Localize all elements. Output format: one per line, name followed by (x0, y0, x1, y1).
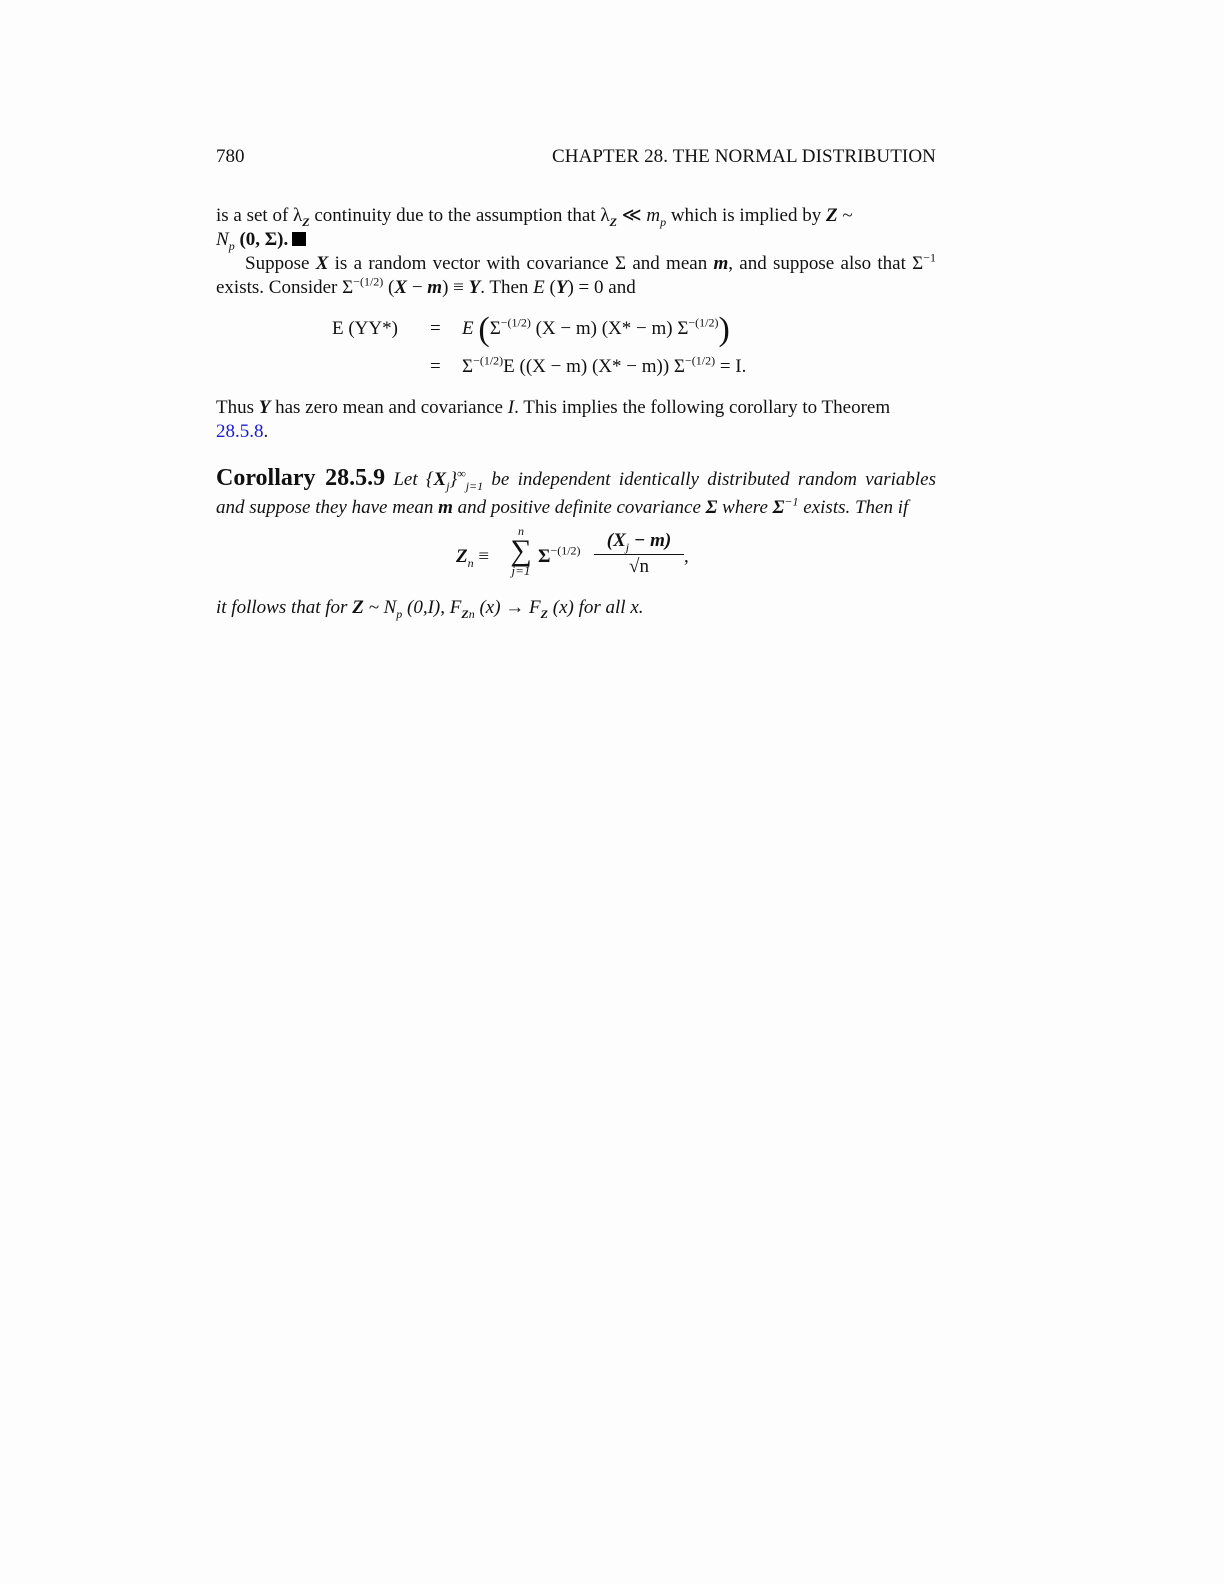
fraction: $\frac{(X_j - m)}{√n}$ (594, 530, 684, 578)
corollary-statement: Corollary 28.5.9 Let $\{X_j\}^\infty_{j=1}$ be independent identically distributed random variables and suppose they have mean m and positive definite covariance Σ where $\Sigma^{-1}$ exists. Then if (216, 465, 936, 518)
paragraph-continuity: is a set of $\lambda_Z$ continuity due to the assumption that $\lambda_Z$ ≪ $m_p$ which is implied by Z ~ $N_p$ (0, Σ). (216, 205, 853, 253)
paragraph-thus: Thus Y has zero mean and covariance I. This implies the following corollary to Theorem 28.5.8. (216, 397, 891, 442)
equation-rhs-1: E ($\Sigma^{-(1/2)}$ (X − m) (X* − m) $\Sigma^{-(1/2)}$) (462, 311, 730, 348)
equation-equals-2: = (430, 356, 441, 377)
equation-rhs-2: $\Sigma^{-(1/2)}E$ ((X − m) (X* − m)) $\Sigma^{-(1/2)} = I$. (462, 353, 747, 377)
page-content (216, 146, 936, 620)
corollary-conclusion: it follows that for Z ~ $N_p$ (0,I), $F_{Zn}$ $(x) \to F_Z$ (x) for all x. (216, 597, 644, 621)
covariance-equations (216, 312, 936, 382)
theorem-link[interactable]: 28.5.8 (216, 421, 264, 442)
corollary-heading: Corollary 28.5.9 (216, 465, 386, 491)
qed-square-icon (292, 232, 306, 246)
page-number: 780 (216, 146, 245, 167)
sum-definition: $Z_n$ ≡ n ∑ j=1 $\Sigma^{-(1/2)}$ $\frac{(X_j - m)}{√n}$ , (456, 524, 689, 578)
equation-equals-1: = (430, 318, 441, 339)
running-header (216, 146, 936, 176)
equation-lhs: E (YY*) (332, 318, 398, 339)
chapter-title: CHAPTER 28. THE NORMAL DISTRIBUTION (551, 146, 936, 167)
summation-symbol: n ∑ j=1 (510, 524, 532, 578)
paragraph-suppose: Suppose X is a random vector with covariance Σ and mean m, and suppose also that $\Sigma^{-1}$ exists. Consider $\Sigma^{-(1/2)}$ (X − m) ≡ Y. Then E (Y) = 0 and (216, 250, 937, 298)
